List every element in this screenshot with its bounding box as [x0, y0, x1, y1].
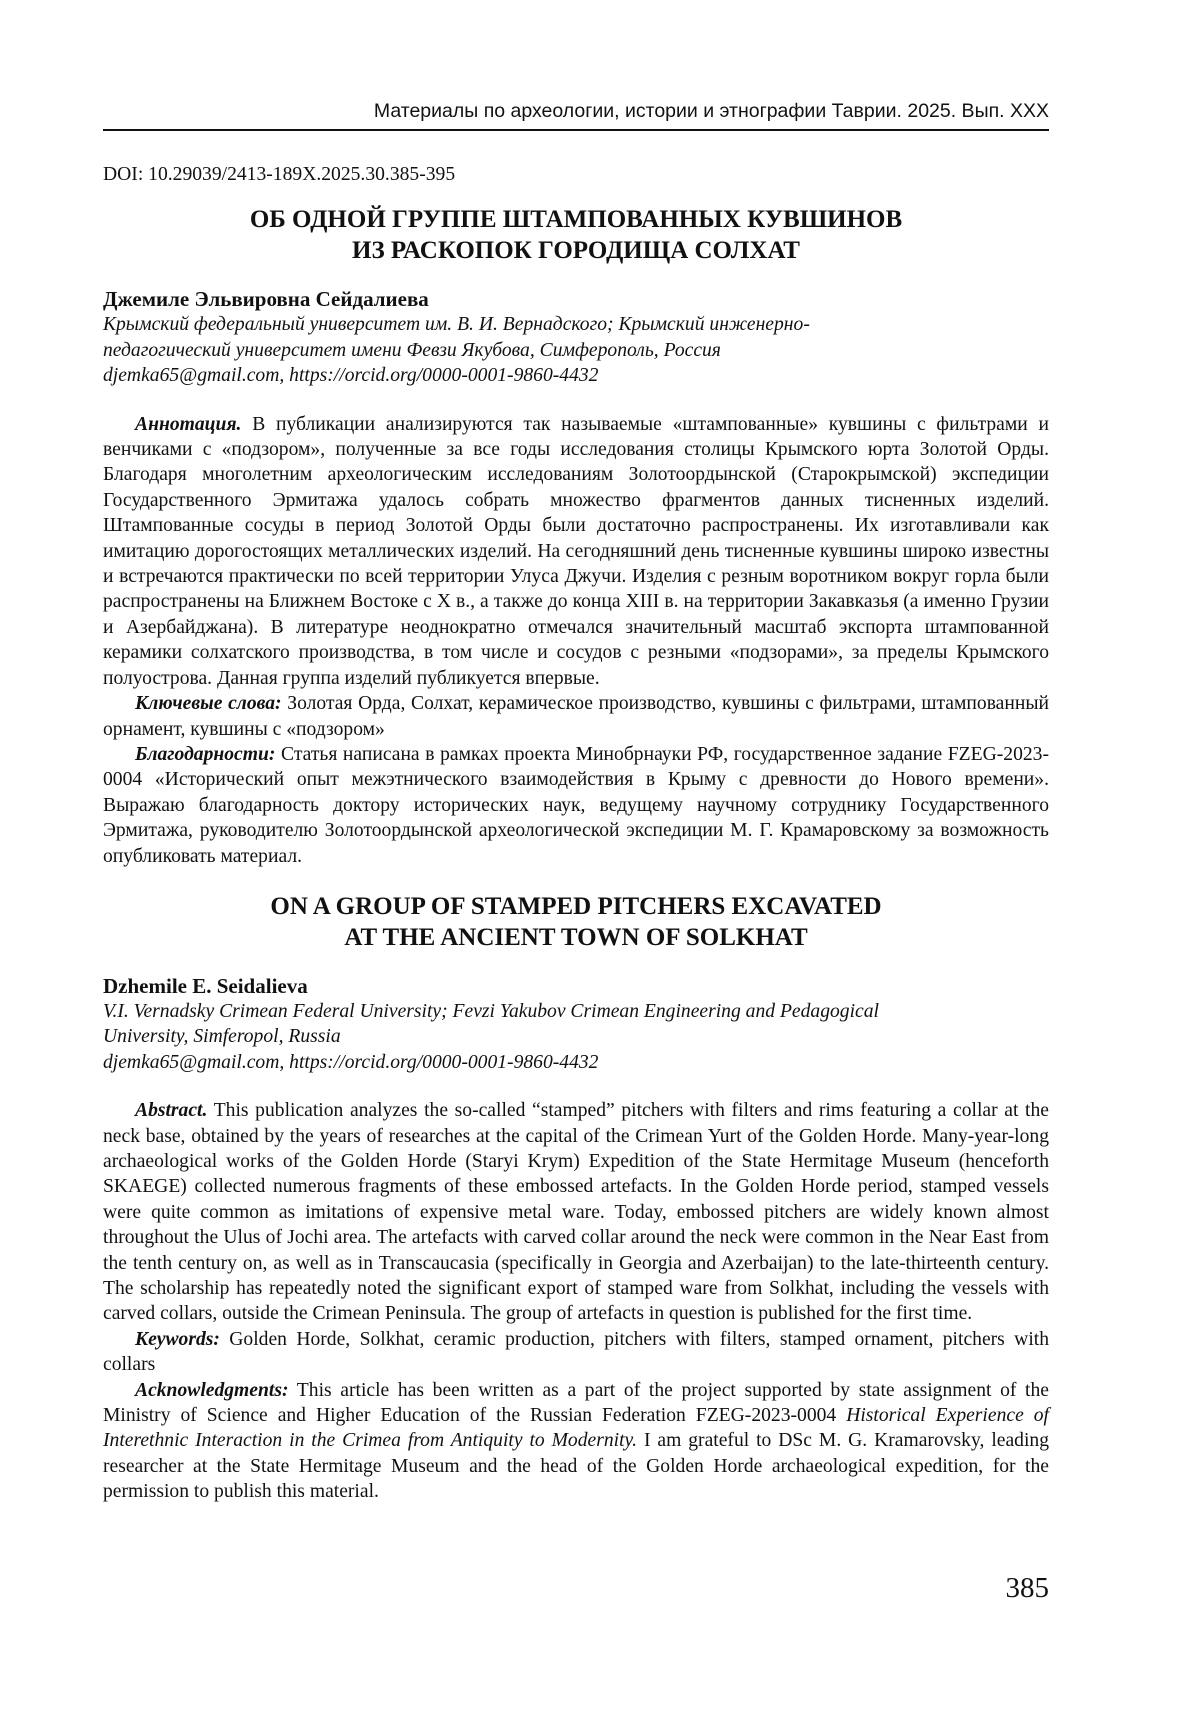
affiliation-en [103, 999, 1049, 1075]
affiliation-ru-line-1: Крымский федеральный университет им. В. И. Вернадского; Крымский инженерно- [103, 314, 810, 336]
acknowledgments-ru-text: Статья написана в рамках проекта Минобрнауки РФ, государственное задание FZEG-2023-0004 «Исторический опыт межэтнического взаимодействия в Крыму с древности до Нового времени». Выражаю благодарность доктору исторических наук, ведущему научному сотруднику Государственного Эрмитажа, руководителю Золотоордынской археологической экспедиции М. Г. Крамаровскому за возможность опубликовать материал. [103, 743, 1049, 867]
acknowledgments-en-text-2: I am grateful to DSc M. G. Kramarovsky, leading researcher at the State Hermitage Museum and the head of the Golden Horde archaeological expedition, for the permission to publish this material. [103, 1430, 1049, 1503]
contact-ru: djemka65@gmail.com, https://orcid.org/0000-0001-9860-4432 [103, 365, 599, 387]
acknowledgments-en [103, 1378, 1049, 1505]
affiliation-ru-line-2: педагогический университет имени Февзи Якубова, Симферополь, Россия [103, 339, 721, 361]
abstract-en-text: This publication analyzes the so-called “stamped” pitchers with filters and rims featuring a collar at the neck base, obtained by the years of researches at the capital of the Crimean Yurt of the Golden Horde. Many-year-long archaeological works of the Golden Horde (Staryi Krym) Expedition of the State Hermitage Museum (henceforth SKAEGE) collected numerous fragments of these embossed artefacts. In the Golden Horde period, stamped vessels were quite common as imitations of expensive metal ware. Today, embossed pitchers are widely known almost throughout the Ulus of Jochi area. The artefacts with carved collar around the neck were common in the Near East from the tenth century on, as well as in Transcaucasia (specifically in Georgia and Azerbaijan) to the late-thirteenth century. The scholarship has repeatedly noted the significant export of stamped ware from Solkhat, including the vessels with carved collars, outside the Crimean Peninsula. The group of artefacts in question is published for the first time. [103, 1100, 1049, 1325]
article-body [103, 162, 1049, 1505]
abstract-en [103, 1098, 1049, 1327]
contact-en: djemka65@gmail.com, https://orcid.org/0000-0001-9860-4432 [103, 1051, 599, 1073]
title-en-line-2: AT THE ANCIENT TOWN OF SOLKHAT [344, 923, 808, 951]
title-ru-line-2: ИЗ РАСКОПОК ГОРОДИЩА СОЛХАТ [352, 237, 800, 265]
keywords-ru [103, 691, 1049, 742]
page-number: 385 [1005, 1572, 1049, 1604]
title-en [103, 891, 1049, 953]
keywords-en-text: Golden Horde, Solkhat, ceramic production, pitchers with filters, stamped ornament, pitchers with collars [103, 1328, 1049, 1376]
author-en: Dzhemile E. Seidalieva [103, 973, 308, 998]
abstract-en-label: Abstract. [135, 1100, 208, 1122]
affiliation-ru [103, 312, 1049, 388]
abstract-section-en [103, 1098, 1049, 1505]
acknowledgments-ru [103, 742, 1049, 869]
abstract-ru [103, 412, 1049, 691]
affiliation-en-line-2: University, Simferopol, Russia [103, 1026, 341, 1048]
abstract-section-ru [103, 412, 1049, 869]
header-divider [103, 129, 1049, 131]
title-en-line-1: ON A GROUP OF STAMPED PITCHERS EXCAVATED [270, 892, 882, 920]
keywords-en-label: Keywords: [135, 1328, 220, 1350]
author-ru: Джемиле Эльвировна Сейдалиева [103, 287, 429, 312]
acknowledgments-en-label: Acknowledgments: [135, 1379, 289, 1401]
keywords-en [103, 1327, 1049, 1378]
running-header: Материалы по археологии, истории и этнографии Таврии. 2025. Вып. XXX [373, 100, 1049, 122]
keywords-ru-text: Золотая Орда, Солхат, керамическое производство, кувшины с фильтрами, штампованный орнамент, кувшины с «подзором» [103, 693, 1050, 740]
abstract-ru-label: Аннотация. [135, 413, 242, 435]
abstract-ru-text: В публикации анализируются так называемые «штампованные» кувшины с фильтрами и венчиками с «подзором», полученные за все годы исследования столицы Крымского юрта Золотой Орды. Благодаря многолетним археологическим исследованиям Золотоордынской (Старокрымской) экспедиции Государственного Эрмитажа удалось собрать множество фрагментов данных тисненных изделий. Штампованные сосуды в период Золотой Орды были достаточно распространены. Их изготавливали как имитацию дорогостоящих металлических изделий. На сегодняшний день тисненные кувшины широко известны и встречаются практически по всей территории Улуса Джучи. Изделия с резным воротником вокруг горла были распространены на Ближнем Востоке с X в., а также до конца XIII в. на территории Закавказья (а именно Грузии и Азербайджана). В литературе неоднократно отмечался значительный масштаб экспорта штампованной керамики солхатского производства, в том числе и сосудов с резными «подзорами», за пределы Крымского полуострова. Данная группа изделий публикуется впервые. [103, 413, 1049, 689]
doi: DOI: 10.29039/2413-189X.2025.30.385-395 [103, 164, 456, 185]
acknowledgments-en-text-1: This article has been written as a part of the project supported by state assignment of the Ministry of Science and Higher Education of the Russian Federation FZEG-2023-0004 [103, 1379, 1049, 1427]
acknowledgments-ru-label: Благодарности: [135, 743, 276, 765]
keywords-ru-label: Ключевые слова: [135, 693, 282, 715]
acknowledgments-en-project-title: Historical Experience of Interethnic Interaction in the Crimea from Antiquity to Modernity. [103, 1405, 1049, 1452]
title-ru [103, 204, 1049, 266]
title-ru-line-1: ОБ ОДНОЙ ГРУППЕ ШТАМПОВАННЫХ КУВШИНОВ [249, 206, 903, 234]
affiliation-en-line-1: V.I. Vernadsky Crimean Federal University; Fevzi Yakubov Crimean Engineering and Pedagogical [103, 1000, 879, 1022]
